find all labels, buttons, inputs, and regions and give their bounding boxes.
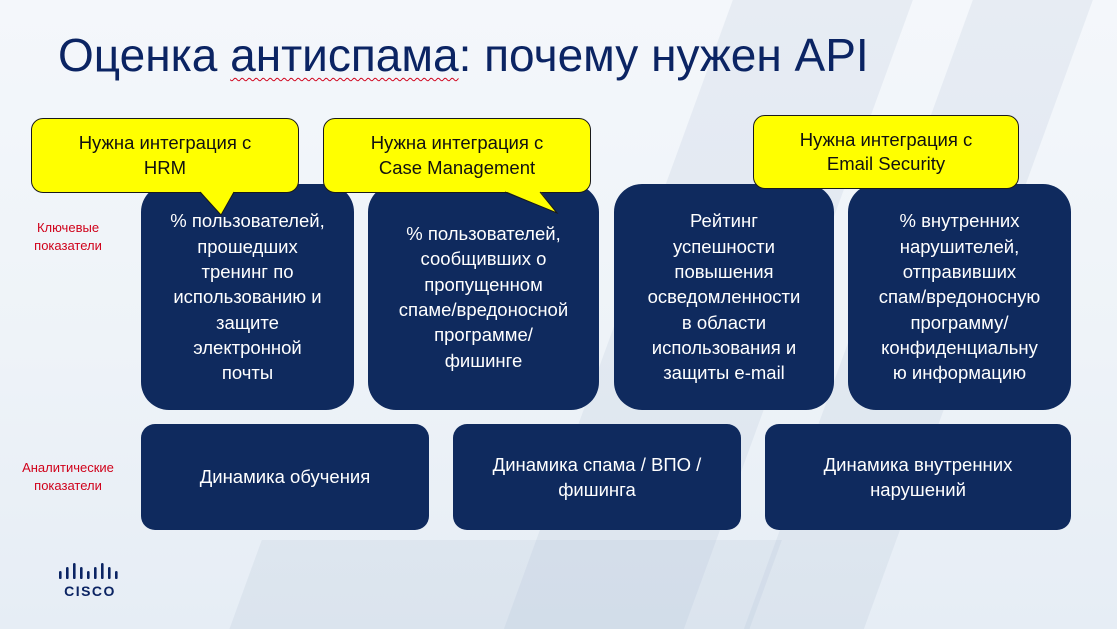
key-indicator-text: % пользователей, сообщивших о пропущенном спаме/вредоносной программе/ фишинге	[398, 222, 569, 371]
callout-text: Нужна интеграция с Case Management	[370, 132, 544, 178]
analytic-indicator-text: Динамика обучения	[199, 466, 371, 488]
callout-text: Нужна интеграция с HRM	[78, 132, 252, 178]
analytic-indicator-text: Динамика внутренних нарушений	[823, 453, 1013, 500]
key-indicator-text: % внутренних нарушителей, отправивших спам/вредоносную программу/ конфиденциальну ю информацию	[878, 210, 1041, 384]
key-indicator-text: % пользователей, прошедших тренинг по использованию и защите электронной почты	[170, 210, 325, 384]
spellcheck-underlined-word: антиспама	[230, 29, 459, 81]
callout-text: Нужна интеграция с Email Security	[799, 128, 973, 174]
cisco-wordmark: CISCO	[64, 583, 116, 599]
analytic-indicator-text: Динамика спама / ВПО / фишинга	[492, 453, 702, 500]
row-label-analytic-indicators: Аналитические показатели	[22, 460, 114, 493]
row-label-key-indicators: Ключевые показатели	[34, 220, 102, 253]
key-indicator-text: Рейтинг успешности повышения осведомленности в области использования и защиты e-mail	[647, 210, 801, 384]
page-title: Оценка антиспама: почему нужен API	[58, 29, 869, 81]
